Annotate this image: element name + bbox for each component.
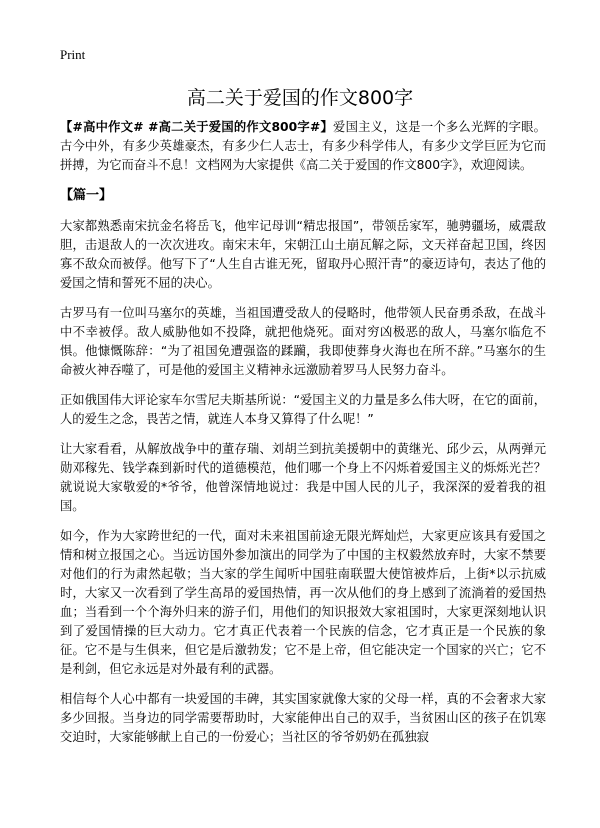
article-body xyxy=(60,118,546,758)
paragraph-6: 相信每个人心中都有一块爱国的丰碑，其实国家就像大家的父母一样，真的不会奢求大家多少回报。当身边的同学需要帮助时，大家能伸出自己的双手，当贫困山区的孩子在饥寒交迫时，大家能够献上自己的一份爱心；当社区的爷爷奶奶在孤独寂 xyxy=(60,692,546,744)
paragraph-1: 大家都熟悉南宋抗金名将岳飞，他牢记母训“精忠报国”，带领岳家军，驰骋疆场，威震敌胆，击退敌人的一次次进攻。南宋末年，宋朝江山土崩瓦解之际，文天祥奋起卫国，终因寡不敌众而被俘。他写下了“人生自古谁无死，留取丹心照汗青”的豪迈诗句，表达了他的爱国之情和誓死不屈的决心。 xyxy=(60,219,546,290)
paragraph-5: 如今，作为大家跨世纪的一代，面对未来祖国前途无限光辉灿烂，大家更应该具有爱国之情和树立报国之心。当远访国外参加演出的同学为了中国的主权毅然放弃时，大家不禁要对他们的行为肃然起敬；当大家的学生闻听中国驻南联盟大使馆被炸后，上街*以示抗威时，大家又一次看到了学生高昂的爱国热情，再一次从他们的身上感到了流淌着的爱国热血；当看到一个个海外归来的游子们，用他们的知识报效大家祖国时，大家更深刻地认识到了爱国情操的巨大动力。它才真正代表着一个民族的信念，它才真正是一个民族的象征。它不是与生俱来，但它是后激勃发；它不是上帝，但它能决定一个国家的兴亡；它不是利剑，但它永远是对外最有利的武器。 xyxy=(60,529,546,676)
intro-text: 爱国主义，这是一个多么光辉的字眼。古今中外，有多少英雄豪杰，有多少仁人志士，有多少科学伟人，有多少文学巨匠为它而拼搏，为它而奋斗不息！文档网为大家提供《高二关于爱国的作文800字》，欢迎阅读。 xyxy=(60,120,546,172)
section-title: 【篇一】 xyxy=(60,188,113,203)
paragraph-2: 古罗马有一位叫马塞尔的英雄，当祖国遭受敌人的侵略时，他带领人民奋勇杀敌，在战斗中不幸被俘。敌人威胁他如不投降，就把他烧死。面对穷凶极恶的敌人，马塞尔临危不惧。他慷慨陈辞：“为了祖国免遭强盗的蹂躏，我即使葬身火海也在所不辞。”马塞尔的生命被火神吞噬了，可是他的爱国主义精神永远激励着罗马人民努力奋斗。 xyxy=(60,306,546,377)
paragraph-3: 正如俄国伟大评论家车尔雪尼夫斯基所说：“爱国主义的力量是多么伟大呀，在它的面前，人的爱生之念，畏苦之情，就连人本身又算得了什么呢！” xyxy=(60,393,546,426)
page-title: 高二关于爱国的作文800字 xyxy=(186,87,414,109)
intro-paragraph xyxy=(60,118,546,175)
paragraph-4: 让大家看看，从解放战争中的董存瑞、刘胡兰到抗美援朝中的黄继光、邱少云，从两弹元勋邓稼先、钱学森到新时代的道德模范，他们哪一个身上不闪烁着爱国主义的烁烁光芒？就说说大家敬爱的*爷爷，他曾深情地说过：我是中国人民的儿子，我深深的爱着我的祖国。 xyxy=(60,442,546,513)
intro-tags: 【#高中作文# #高二关于爱国的作文800字#】 xyxy=(60,120,334,134)
print-link[interactable]: Print xyxy=(60,47,86,62)
